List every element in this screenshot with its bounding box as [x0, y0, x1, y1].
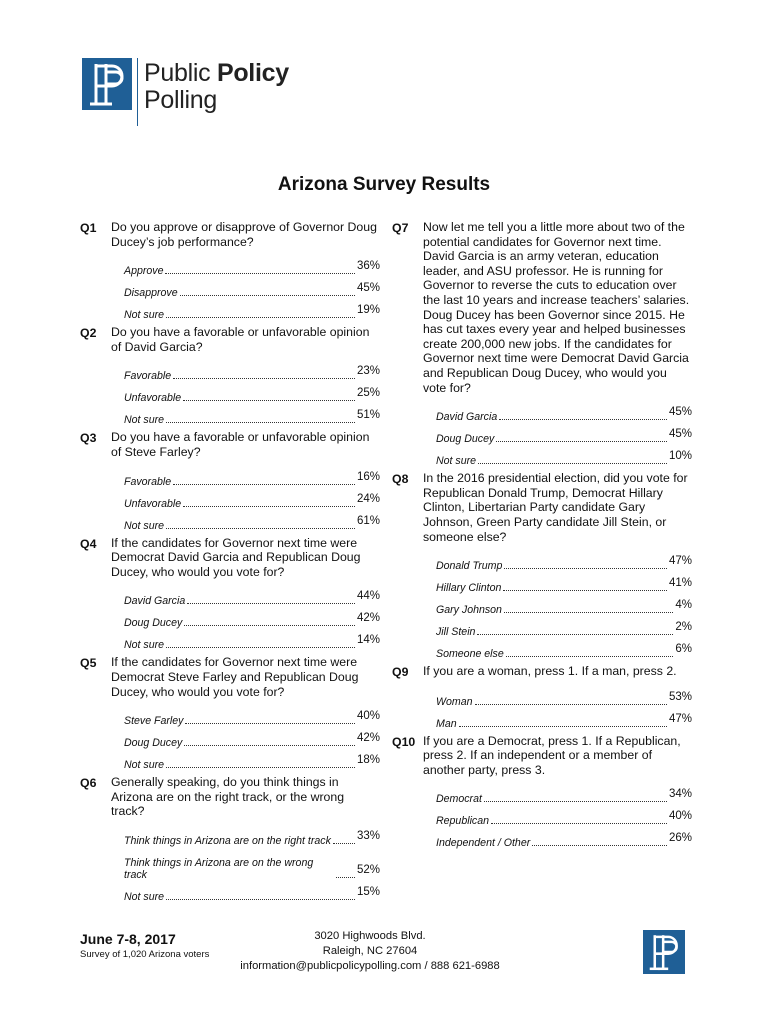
answer-percentage: 45%: [668, 428, 692, 441]
answer-label: Gary Johnson: [436, 604, 502, 617]
answer-percentage: 40%: [356, 710, 380, 723]
answer-row: [436, 423, 692, 445]
dot-leader: [166, 528, 355, 529]
dot-leader: [173, 378, 355, 379]
dot-leader: [336, 877, 355, 878]
answer-percentage: 51%: [356, 409, 380, 422]
logo-divider: [137, 58, 138, 126]
answer-label: Unfavorable: [124, 392, 182, 405]
answer-row: [124, 705, 380, 727]
question-q7: [392, 220, 692, 467]
answer-label: Unfavorable: [124, 497, 182, 510]
answer-list: [80, 585, 380, 651]
answer-label: Jill Stein: [436, 626, 476, 639]
answer-label: Not sure: [124, 309, 165, 322]
answer-label: Woman: [436, 695, 473, 708]
question-q8: [392, 471, 692, 660]
answer-row: [124, 749, 380, 771]
dot-leader: [166, 899, 355, 900]
answer-percentage: 6%: [675, 643, 692, 656]
answer-percentage: 23%: [356, 365, 380, 378]
answer-label: Think things in Arizona are on the wrong track: [124, 856, 314, 881]
dot-leader: [504, 612, 673, 613]
left-column: [80, 220, 380, 907]
brand-name: Public Policy Polling: [144, 59, 289, 114]
answer-percentage: 2%: [675, 621, 692, 634]
answer-label: Republican: [436, 815, 490, 828]
answer-list: [392, 401, 692, 467]
right-column: [392, 220, 692, 853]
dot-leader: [166, 317, 355, 318]
ppp-footer-logo-icon: [643, 930, 685, 974]
address-line-1: 3020 Highwoods Blvd.: [314, 930, 426, 942]
answer-row: [436, 638, 692, 660]
answer-percentage: 42%: [356, 732, 380, 745]
question-text: If the candidates for Governor next time were Democrat Steve Farley and Republican Doug Ducey, who would you vote for?: [111, 655, 359, 699]
answer-label: Approve: [124, 265, 164, 278]
answer-label: Donald Trump: [436, 560, 503, 573]
answer-percentage: 44%: [356, 590, 380, 603]
answer-percentage: 61%: [356, 514, 380, 527]
dot-leader: [184, 625, 355, 626]
question-q5: [80, 655, 380, 771]
answer-label: Not sure: [124, 759, 165, 772]
answer-row: [124, 510, 380, 532]
address-line-2: Raleigh, NC 27604: [322, 945, 418, 957]
answer-label: Democrat: [436, 793, 482, 806]
answer-percentage: 15%: [356, 885, 380, 898]
answer-percentage: 34%: [668, 788, 692, 801]
question-number: Q8: [392, 472, 409, 487]
ppp-logo-mark-icon: [82, 58, 132, 110]
dot-leader: [478, 463, 667, 464]
question-number: Q2: [80, 326, 97, 341]
answer-label: Favorable: [124, 370, 172, 383]
answer-list: [392, 783, 692, 849]
answer-row: [436, 572, 692, 594]
answer-row: [124, 255, 380, 277]
question-text: Do you have a favorable or unfavorable opinion of Steve Farley?: [111, 430, 370, 459]
dot-leader: [173, 484, 355, 485]
answer-percentage: 47%: [668, 555, 692, 568]
answer-percentage: 53%: [668, 690, 692, 703]
answer-percentage: 47%: [668, 712, 692, 725]
dot-leader: [496, 441, 667, 442]
answer-label: Favorable: [124, 475, 172, 488]
answer-percentage: 36%: [356, 260, 380, 273]
answer-label: Someone else: [436, 648, 504, 661]
answer-label: Not sure: [124, 890, 165, 903]
answer-row: [436, 686, 692, 708]
dot-leader: [459, 726, 667, 727]
answer-percentage: 45%: [356, 282, 380, 295]
answer-label: Not sure: [436, 455, 477, 468]
question-number: Q9: [392, 665, 409, 680]
answer-label: Man: [436, 717, 457, 730]
answer-row: [124, 629, 380, 651]
answer-row: [124, 277, 380, 299]
answer-row: [436, 445, 692, 467]
dot-leader: [185, 723, 355, 724]
question-text: Do you have a favorable or unfavorable opinion of David Garcia?: [111, 325, 370, 354]
answer-percentage: 16%: [356, 470, 380, 483]
answer-percentage: 41%: [668, 577, 692, 590]
answer-list: [392, 550, 692, 660]
answer-list: [392, 686, 692, 730]
answer-percentage: 4%: [675, 599, 692, 612]
survey-sample: Survey of 1,020 Arizona voters: [80, 949, 210, 960]
question-text: Do you approve or disapprove of Governor Doug Ducey’s job performance?: [111, 220, 377, 249]
dot-leader: [183, 400, 355, 401]
page-title: Arizona Survey Results: [277, 174, 491, 195]
answer-percentage: 33%: [356, 829, 380, 842]
answer-list: [80, 255, 380, 321]
question-number: Q5: [80, 656, 97, 671]
answer-percentage: 24%: [356, 492, 380, 505]
answer-row: [436, 550, 692, 572]
answer-percentage: 26%: [668, 832, 692, 845]
answer-row: [124, 585, 380, 607]
answer-label: Disapprove: [124, 287, 178, 300]
dot-leader: [184, 745, 355, 746]
answer-row: [124, 466, 380, 488]
answer-percentage: 14%: [356, 634, 380, 647]
answer-percentage: 40%: [668, 810, 692, 823]
answer-row: [124, 825, 380, 847]
question-q2: [80, 325, 380, 426]
answer-row: [124, 404, 380, 426]
answer-label: David Garcia: [436, 411, 498, 424]
answer-percentage: 42%: [356, 612, 380, 625]
question-number: Q10: [392, 734, 416, 749]
answer-list: [80, 825, 380, 903]
question-number: Q7: [392, 221, 409, 235]
dot-leader: [166, 767, 355, 768]
question-q9: [392, 664, 692, 730]
answer-label: Think things in Arizona are on the right track: [124, 834, 331, 847]
answer-row: [124, 382, 380, 404]
dot-leader: [166, 647, 355, 648]
answer-label: Independent / Other: [436, 837, 531, 850]
answer-row: [436, 594, 692, 616]
dot-leader: [491, 823, 667, 824]
dot-leader: [477, 634, 673, 635]
dot-leader: [506, 656, 674, 657]
answer-label: Doug Ducey: [124, 737, 183, 750]
dot-leader: [187, 603, 355, 604]
question-number: Q3: [80, 431, 97, 446]
question-text: Now let me tell you a little more about two of the potential candidates for Governor next time. David Garcia is an army veteran, education leader, and ASU professor. He is running for Governor to reverse the cuts to education over the last 10 years and increase teachers’ salaries. Doug Ducey has been Governor since 2015. He has cut taxes every year and helped businesses create 200,000 new jobs. If the candidates for Governor next time were Democrat David Garcia and Republican Doug Ducey, who would you vote for?: [423, 220, 690, 395]
answer-label: Hillary Clinton: [436, 582, 502, 595]
answer-label: Not sure: [124, 639, 165, 652]
question-text: If you are a woman, press 1. If a man, press 2.: [423, 664, 677, 679]
answer-row: [124, 847, 380, 881]
answer-label: Not sure: [124, 519, 165, 532]
answer-label: Steve Farley: [124, 715, 184, 728]
answer-row: [436, 805, 692, 827]
answer-row: [436, 827, 692, 849]
survey-date: June 7-8, 2017: [80, 931, 176, 947]
dot-leader: [499, 419, 667, 420]
answer-row: [436, 783, 692, 805]
answer-percentage: 18%: [356, 754, 380, 767]
question-q1: [80, 220, 380, 321]
question-text: If you are a Democrat, press 1. If a Republican, press 2. If an independent or a member of another party, press 3.: [423, 733, 681, 777]
dot-leader: [503, 590, 667, 591]
dot-leader: [532, 845, 667, 846]
answer-percentage: 10%: [668, 450, 692, 463]
answer-row: [124, 488, 380, 510]
question-text: In the 2016 presidential election, did you vote for Republican Donald Trump, Democrat Hillary Clinton, Libertarian Party candidate Gary Johnson, Green Party candidate Jill Stein, or someone else?: [423, 471, 688, 544]
answer-list: [80, 705, 380, 771]
question-text: If the candidates for Governor next time were Democrat David Garcia and Republican Doug Ducey, who would you vote for?: [111, 535, 361, 579]
answer-percentage: 45%: [668, 406, 692, 419]
answer-list: [80, 466, 380, 532]
answer-row: [124, 360, 380, 382]
question-q3: [80, 430, 380, 531]
answer-label: Doug Ducey: [124, 617, 183, 630]
dot-leader: [333, 843, 355, 844]
question-text: Generally speaking, do you think things in Arizona are on the right track, or the wrong track?: [111, 775, 345, 819]
dot-leader: [183, 506, 355, 507]
answer-row: [124, 299, 380, 321]
answer-label: Doug Ducey: [436, 433, 495, 446]
dot-leader: [165, 273, 355, 274]
answer-list: [80, 360, 380, 426]
ppp-logo: [82, 58, 302, 128]
question-q6: [80, 775, 380, 903]
dot-leader: [475, 704, 667, 705]
answer-row: [436, 616, 692, 638]
contact-line: information@publicpolicypolling.com / 888 621-6988: [240, 960, 500, 972]
question-number: Q6: [80, 776, 97, 791]
answer-row: [124, 727, 380, 749]
answer-row: [124, 881, 380, 903]
answer-row: [436, 708, 692, 730]
answer-row: [124, 607, 380, 629]
dot-leader: [484, 801, 667, 802]
answer-percentage: 52%: [356, 863, 380, 876]
answer-label: Not sure: [124, 414, 165, 427]
dot-leader: [166, 422, 355, 423]
answer-percentage: 19%: [356, 304, 380, 317]
question-q10: [392, 734, 692, 850]
question-number: Q4: [80, 536, 97, 551]
question-number: Q1: [80, 221, 97, 235]
answer-label: David Garcia: [124, 595, 186, 608]
question-q4: [80, 536, 380, 652]
dot-leader: [504, 568, 667, 569]
answer-row: [436, 401, 692, 423]
dot-leader: [180, 295, 355, 296]
footer-address: [220, 929, 520, 974]
answer-percentage: 25%: [356, 387, 380, 400]
